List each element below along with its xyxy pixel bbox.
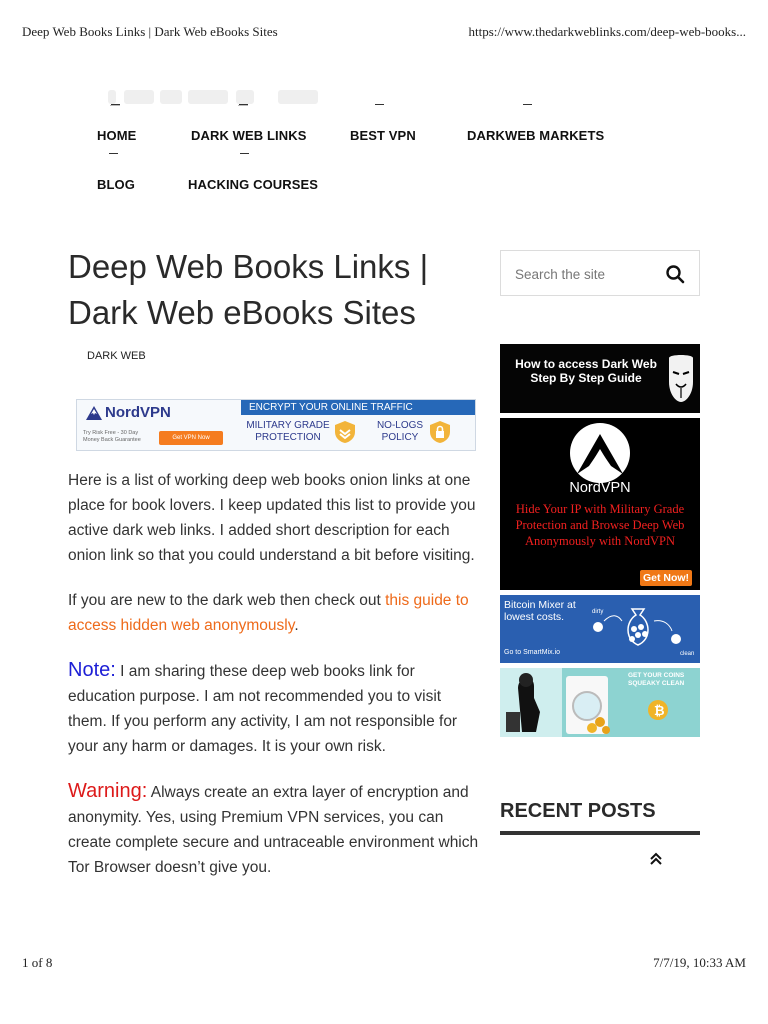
ad1-text: How to access Dark Web Step By Step Guide [515, 357, 657, 385]
ad4-text: GET YOUR COINS SQUEAKY CLEAN [628, 672, 685, 687]
ad3-site-link: Go to SmartMix.io [504, 649, 561, 656]
bitcoin-mixer-ad[interactable] [500, 595, 700, 663]
chevrons-up-icon[interactable] [648, 850, 664, 866]
nordvpn-banner-ad[interactable] [76, 399, 476, 451]
site-logo[interactable] [108, 86, 323, 108]
lock-icon [429, 420, 451, 444]
ad3-text: Bitcoin Mixer at lowest costs. [504, 599, 576, 623]
coin-cleaner-ad[interactable] [500, 668, 700, 737]
recent-posts-divider [500, 831, 700, 835]
nord-mountain-icon [85, 405, 103, 421]
banner-feature-protection: MILITARY GRADE PROTECTION [246, 420, 330, 443]
ad2-cta-button[interactable]: Get Now! [640, 570, 692, 586]
banner-feature-nologs: NO-LOGS POLICY [376, 420, 424, 443]
print-footer [22, 955, 746, 971]
search-icon[interactable] [665, 264, 685, 284]
nav-item-hacking-courses[interactable]: HACKING COURSES [188, 177, 318, 192]
nav-item-darkweb-markets[interactable]: DARKWEB MARKETS [467, 128, 604, 143]
recent-posts-heading: RECENT POSTS [500, 800, 656, 822]
print-url: https://www.thedarkweblinks.com/deep-web-books... [468, 24, 746, 39]
print-header [22, 24, 746, 40]
guide-paragraph: If you are new to the dark web then check out this guide to access hidden web anonymously. [68, 592, 469, 634]
ad2-brand: NordVPN [569, 480, 631, 496]
category-link[interactable]: DARK WEB [87, 350, 146, 362]
nav-item-best-vpn[interactable]: BEST VPN [350, 128, 416, 143]
nord-mountain-icon [569, 422, 631, 484]
nav-item-home[interactable]: HOME [97, 128, 136, 143]
banner-small-print: Try Risk Free - 30 Day Money Back Guarantee [83, 430, 141, 443]
mask-icon [666, 352, 696, 404]
banner-headline: ENCRYPT YOUR ONLINE TRAFFIC [241, 400, 475, 415]
search-box [500, 250, 700, 296]
intro-paragraph: Here is a list of working deep web books onion links at one place for book lovers. I keep updated this list to provide you active dark web links. I added short description for each onion link so that you could understand a bit before visiting. [68, 472, 476, 564]
page-title: Deep Web Books Links | Dark Web eBooks Sites [68, 248, 429, 331]
warning-paragraph: Warning: Always create an extra layer of encryption and anonymity. Yes, using Premium VPN services, you can create complete secure and untraceable environment which Tor Browser doesn’t give you. [68, 780, 479, 876]
guide-link[interactable]: this guide to access hidden web anonymously [68, 592, 469, 634]
money-bag-icon [588, 599, 696, 659]
svg-text:dirty: dirty [592, 609, 604, 615]
nordvpn-sidebar-ad[interactable] [500, 418, 700, 590]
search-input[interactable] [513, 260, 657, 288]
ad2-text: Hide Your IP with Military Grade Protection and Browse Deep Web Anonymously with NordVPN [515, 502, 685, 548]
banner-cta-button[interactable]: Get VPN Now [159, 431, 223, 445]
shield-icon [334, 420, 356, 444]
dark-web-guide-ad[interactable] [500, 344, 700, 413]
nav-item-blog[interactable]: BLOG [97, 177, 135, 192]
warning-label: Warning: [68, 780, 148, 802]
bitcoin-icon: ₿ [654, 703, 665, 718]
print-page-title: Deep Web Books Links | Dark Web eBooks Sites [22, 24, 278, 39]
svg-text:clean: clean [680, 651, 695, 657]
banner-brand: NordVPN [105, 404, 171, 421]
print-datetime: 7/7/19, 10:33 AM [653, 955, 746, 970]
note-label: Note: [68, 659, 116, 681]
nav-item-dark-web-links[interactable]: DARK WEB LINKS [191, 128, 307, 143]
article-content [68, 468, 480, 900]
page-count: 1 of 8 [22, 955, 53, 970]
note-paragraph: Note: I am sharing these deep web books link for education purpose. I am not recommended you to visit them. If you perform any activity, I am not responsible for your any harm or damages. It is your own risk. [68, 659, 458, 755]
